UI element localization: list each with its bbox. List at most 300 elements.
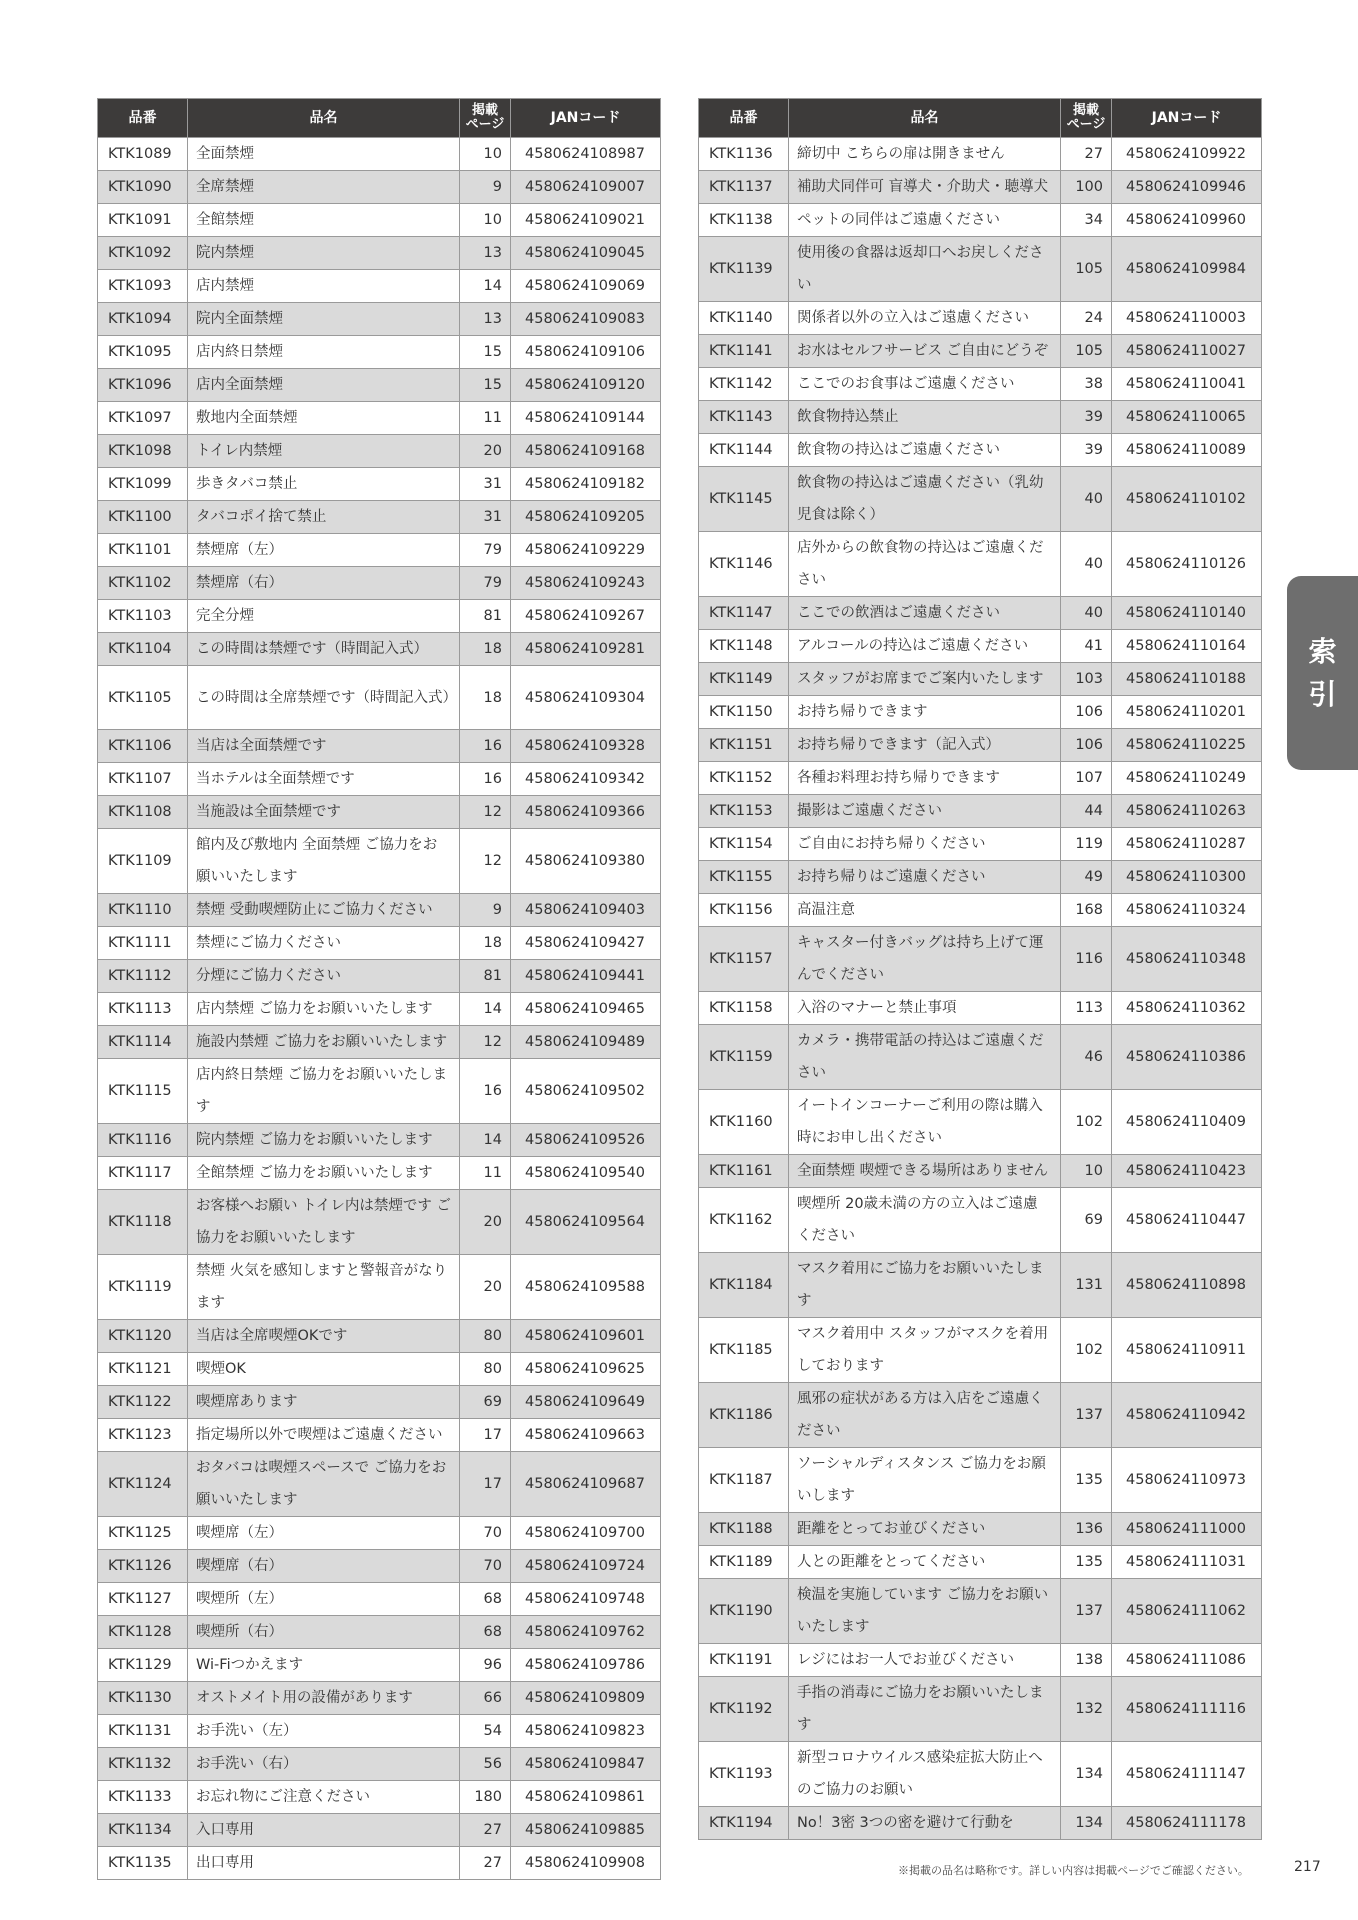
index-section-tab[interactable] <box>1287 576 1358 770</box>
cell-product-code: KTK1128 <box>98 1616 188 1649</box>
cell-product-code: KTK1107 <box>98 763 188 796</box>
cell-product-code: KTK1141 <box>699 335 789 368</box>
cell-jan-code: 4580624108987 <box>511 138 661 171</box>
cell-product-code: KTK1152 <box>699 762 789 795</box>
cell-product-name: タバコポイ捨て禁止 <box>188 501 460 534</box>
cell-page: 9 <box>460 894 511 927</box>
cell-jan-code: 4580624109823 <box>511 1715 661 1748</box>
cell-product-name: お持ち帰りできます（記入式） <box>789 729 1061 762</box>
cell-page: 10 <box>1061 1155 1112 1188</box>
table-row <box>98 1781 661 1814</box>
cell-product-name: 検温を実施しています ご協力をお願いいたします <box>789 1579 1061 1644</box>
cell-product-code: KTK1113 <box>98 993 188 1026</box>
cell-jan-code: 4580624110973 <box>1112 1448 1262 1513</box>
cell-product-code: KTK1093 <box>98 270 188 303</box>
cell-jan-code: 4580624110140 <box>1112 597 1262 630</box>
cell-jan-code: 4580624109366 <box>511 796 661 829</box>
cell-page: 96 <box>460 1649 511 1682</box>
cell-product-code: KTK1123 <box>98 1419 188 1452</box>
cell-product-name: ご自由にお持ち帰りください <box>789 828 1061 861</box>
cell-page: 17 <box>460 1452 511 1517</box>
cell-page: 68 <box>460 1616 511 1649</box>
cell-page: 107 <box>1061 762 1112 795</box>
cell-product-name: 歩きタバコ禁止 <box>188 468 460 501</box>
cell-jan-code: 4580624109168 <box>511 435 661 468</box>
cell-page: 17 <box>460 1419 511 1452</box>
header-jan: JANコード <box>511 99 661 138</box>
cell-page: 11 <box>460 402 511 435</box>
cell-jan-code: 4580624110201 <box>1112 696 1262 729</box>
table-row <box>98 1157 661 1190</box>
cell-product-code: KTK1184 <box>699 1253 789 1318</box>
cell-jan-code: 4580624109687 <box>511 1452 661 1517</box>
cell-page: 134 <box>1061 1807 1112 1840</box>
cell-jan-code: 4580624109465 <box>511 993 661 1026</box>
table-row <box>98 336 661 369</box>
cell-jan-code: 4580624109809 <box>511 1682 661 1715</box>
cell-product-name: ペットの同伴はご遠慮ください <box>789 204 1061 237</box>
cell-product-name: トイレ内禁煙 <box>188 435 460 468</box>
cell-product-code: KTK1108 <box>98 796 188 829</box>
table-row <box>98 1814 661 1847</box>
cell-jan-code: 4580624109625 <box>511 1353 661 1386</box>
table-row <box>98 534 661 567</box>
cell-jan-code: 4580624109946 <box>1112 171 1262 204</box>
cell-page: 70 <box>460 1517 511 1550</box>
cell-jan-code: 4580624109847 <box>511 1748 661 1781</box>
cell-product-name: 院内禁煙 ご協力をお願いいたします <box>188 1124 460 1157</box>
cell-product-code: KTK1147 <box>699 597 789 630</box>
cell-product-name: 店内終日禁煙 ご協力をお願いいたします <box>188 1059 460 1124</box>
cell-page: 39 <box>1061 434 1112 467</box>
cell-product-name: 喫煙席あります <box>188 1386 460 1419</box>
header-code: 品番 <box>699 99 789 138</box>
header-jan: JANコード <box>1112 99 1262 138</box>
table-row <box>699 532 1262 597</box>
cell-product-code: KTK1186 <box>699 1383 789 1448</box>
cell-page: 131 <box>1061 1253 1112 1318</box>
table-row <box>699 434 1262 467</box>
cell-page: 40 <box>1061 597 1112 630</box>
cell-page: 14 <box>460 1124 511 1157</box>
cell-product-name: 全面禁煙 喫煙できる場所はありません <box>789 1155 1061 1188</box>
table-row <box>98 1124 661 1157</box>
cell-product-code: KTK1119 <box>98 1255 188 1320</box>
cell-page: 102 <box>1061 1090 1112 1155</box>
table-row <box>98 204 661 237</box>
cell-product-name: 新型コロナウイルス感染症拡大防止へのご協力のお願い <box>789 1742 1061 1807</box>
cell-page: 31 <box>460 468 511 501</box>
cell-product-name: 禁煙にご協力ください <box>188 927 460 960</box>
table-row <box>98 567 661 600</box>
table-row <box>98 1026 661 1059</box>
cell-product-name: 喫煙所 20歳未満の方の立入はご遠慮ください <box>789 1188 1061 1253</box>
cell-jan-code: 4580624109229 <box>511 534 661 567</box>
table-row <box>699 1807 1262 1840</box>
cell-product-code: KTK1100 <box>98 501 188 534</box>
cell-page: 100 <box>1061 171 1112 204</box>
cell-page: 136 <box>1061 1513 1112 1546</box>
cell-product-code: KTK1138 <box>699 204 789 237</box>
cell-product-name: 距離をとってお並びください <box>789 1513 1061 1546</box>
cell-product-name: 喫煙所（右） <box>188 1616 460 1649</box>
cell-product-code: KTK1154 <box>699 828 789 861</box>
cell-product-name: 当店は全席喫煙OKです <box>188 1320 460 1353</box>
cell-product-code: KTK1112 <box>98 960 188 993</box>
cell-jan-code: 4580624109403 <box>511 894 661 927</box>
header-page: 掲載 ページ <box>460 99 511 138</box>
table-row <box>98 1255 661 1320</box>
cell-jan-code: 4580624109342 <box>511 763 661 796</box>
cell-product-code: KTK1117 <box>98 1157 188 1190</box>
cell-jan-code: 4580624109304 <box>511 666 661 730</box>
table-row <box>699 1383 1262 1448</box>
cell-page: 56 <box>460 1748 511 1781</box>
cell-jan-code: 4580624110942 <box>1112 1383 1262 1448</box>
table-row <box>699 138 1262 171</box>
cell-product-name: カメラ・携帯電話の持込はご遠慮ください <box>789 1025 1061 1090</box>
cell-jan-code: 4580624109922 <box>1112 138 1262 171</box>
table-row <box>699 467 1262 532</box>
cell-jan-code: 4580624109700 <box>511 1517 661 1550</box>
cell-product-code: KTK1097 <box>98 402 188 435</box>
table-body <box>98 138 661 1880</box>
product-index-table-left <box>97 98 661 1880</box>
cell-product-code: KTK1091 <box>98 204 188 237</box>
cell-product-name: 喫煙席（左） <box>188 1517 460 1550</box>
cell-page: 20 <box>460 1190 511 1255</box>
table-row <box>699 1188 1262 1253</box>
cell-product-name: 使用後の食器は返却口へお戻しください <box>789 237 1061 302</box>
cell-page: 81 <box>460 600 511 633</box>
cell-page: 12 <box>460 829 511 894</box>
index-tab-char: 索 <box>1308 634 1337 668</box>
cell-product-name: 入口専用 <box>188 1814 460 1847</box>
cell-page: 102 <box>1061 1318 1112 1383</box>
cell-product-code: KTK1140 <box>699 302 789 335</box>
cell-product-code: KTK1101 <box>98 534 188 567</box>
cell-product-name: レジにはお一人でお並びください <box>789 1644 1061 1677</box>
cell-page: 79 <box>460 567 511 600</box>
cell-product-name: 当店は全面禁煙です <box>188 730 460 763</box>
table-row <box>699 171 1262 204</box>
cell-product-code: KTK1114 <box>98 1026 188 1059</box>
table-header-row <box>98 99 661 138</box>
cell-product-code: KTK1155 <box>699 861 789 894</box>
cell-page: 41 <box>1061 630 1112 663</box>
cell-product-code: KTK1115 <box>98 1059 188 1124</box>
cell-jan-code: 4580624109281 <box>511 633 661 666</box>
table-row <box>699 1090 1262 1155</box>
cell-product-code: KTK1143 <box>699 401 789 434</box>
header-page: 掲載 ページ <box>1061 99 1112 138</box>
cell-jan-code: 4580624109564 <box>511 1190 661 1255</box>
table-row <box>98 1059 661 1124</box>
table-row <box>98 1616 661 1649</box>
header-name: 品名 <box>789 99 1061 138</box>
table-row <box>98 993 661 1026</box>
cell-page: 12 <box>460 796 511 829</box>
cell-page: 168 <box>1061 894 1112 927</box>
cell-product-name: ここでの飲酒はご遠慮ください <box>789 597 1061 630</box>
cell-page: 40 <box>1061 467 1112 532</box>
cell-product-name: 飲食物の持込はご遠慮ください（乳幼児食は除く） <box>789 467 1061 532</box>
cell-jan-code: 4580624110386 <box>1112 1025 1262 1090</box>
cell-page: 70 <box>460 1550 511 1583</box>
table-row <box>98 402 661 435</box>
cell-product-name: 館内及び敷地内 全面禁煙 ご協力をお願いいたします <box>188 829 460 894</box>
cell-jan-code: 4580624109106 <box>511 336 661 369</box>
cell-jan-code: 4580624109243 <box>511 567 661 600</box>
cell-jan-code: 4580624109069 <box>511 270 661 303</box>
cell-product-name: 完全分煙 <box>188 600 460 633</box>
table-row <box>98 763 661 796</box>
cell-jan-code: 4580624110911 <box>1112 1318 1262 1383</box>
cell-product-name: 店外からの飲食物の持込はご遠慮ください <box>789 532 1061 597</box>
cell-product-name: 飲食物の持込はご遠慮ください <box>789 434 1061 467</box>
table-row <box>699 1253 1262 1318</box>
table-row <box>98 270 661 303</box>
cell-product-code: KTK1145 <box>699 467 789 532</box>
cell-jan-code: 4580624111147 <box>1112 1742 1262 1807</box>
cell-page: 137 <box>1061 1579 1112 1644</box>
cell-page: 79 <box>460 534 511 567</box>
table-row <box>98 1649 661 1682</box>
cell-product-code: KTK1111 <box>98 927 188 960</box>
cell-product-code: KTK1095 <box>98 336 188 369</box>
cell-jan-code: 4580624110102 <box>1112 467 1262 532</box>
cell-page: 13 <box>460 303 511 336</box>
table-row <box>98 1452 661 1517</box>
cell-product-name: 当ホテルは全面禁煙です <box>188 763 460 796</box>
table-row <box>699 1677 1262 1742</box>
table-row <box>699 237 1262 302</box>
table-row <box>699 1513 1262 1546</box>
cell-page: 105 <box>1061 335 1112 368</box>
cell-product-code: KTK1158 <box>699 992 789 1025</box>
cell-product-name: お手洗い（左） <box>188 1715 460 1748</box>
cell-jan-code: 4580624109588 <box>511 1255 661 1320</box>
cell-jan-code: 4580624110003 <box>1112 302 1262 335</box>
cell-product-code: KTK1118 <box>98 1190 188 1255</box>
cell-jan-code: 4580624110324 <box>1112 894 1262 927</box>
cell-product-code: KTK1094 <box>98 303 188 336</box>
cell-product-code: KTK1106 <box>98 730 188 763</box>
cell-jan-code: 4580624109182 <box>511 468 661 501</box>
cell-page: 80 <box>460 1320 511 1353</box>
cell-page: 20 <box>460 435 511 468</box>
table-row <box>98 468 661 501</box>
cell-product-code: KTK1104 <box>98 633 188 666</box>
cell-product-code: KTK1125 <box>98 1517 188 1550</box>
cell-jan-code: 4580624109762 <box>511 1616 661 1649</box>
cell-page: 69 <box>460 1386 511 1419</box>
cell-page: 18 <box>460 633 511 666</box>
cell-product-name: 入浴のマナーと禁止事項 <box>789 992 1061 1025</box>
cell-jan-code: 4580624109380 <box>511 829 661 894</box>
cell-product-name: 全席禁煙 <box>188 171 460 204</box>
cell-product-code: KTK1090 <box>98 171 188 204</box>
cell-product-name: 店内禁煙 <box>188 270 460 303</box>
cell-page: 16 <box>460 730 511 763</box>
cell-page: 31 <box>460 501 511 534</box>
cell-product-name: 各種お料理お持ち帰りできます <box>789 762 1061 795</box>
table-row <box>699 597 1262 630</box>
cell-product-name: お水はセルフサービス ご自由にどうぞ <box>789 335 1061 368</box>
cell-product-name: 全館禁煙 ご協力をお願いいたします <box>188 1157 460 1190</box>
cell-jan-code: 4580624109540 <box>511 1157 661 1190</box>
cell-product-code: KTK1190 <box>699 1579 789 1644</box>
cell-product-code: KTK1153 <box>699 795 789 828</box>
cell-product-name: 当施設は全面禁煙です <box>188 796 460 829</box>
table-body <box>699 138 1262 1840</box>
cell-product-code: KTK1188 <box>699 1513 789 1546</box>
cell-page: 54 <box>460 1715 511 1748</box>
cell-product-code: KTK1133 <box>98 1781 188 1814</box>
table-row <box>699 335 1262 368</box>
cell-product-name: 手指の消毒にご協力をお願いいたします <box>789 1677 1061 1742</box>
cell-page: 13 <box>460 237 511 270</box>
cell-product-code: KTK1092 <box>98 237 188 270</box>
cell-product-code: KTK1116 <box>98 1124 188 1157</box>
cell-product-name: 高温注意 <box>789 894 1061 927</box>
cell-jan-code: 4580624110263 <box>1112 795 1262 828</box>
cell-page: 10 <box>460 204 511 237</box>
table-row <box>699 204 1262 237</box>
cell-product-name: 関係者以外の立入はご遠慮ください <box>789 302 1061 335</box>
cell-jan-code: 4580624110348 <box>1112 927 1262 992</box>
table-row <box>699 368 1262 401</box>
cell-product-name: 敷地内全面禁煙 <box>188 402 460 435</box>
cell-jan-code: 4580624109649 <box>511 1386 661 1419</box>
cell-page: 27 <box>460 1847 511 1880</box>
cell-jan-code: 4580624109427 <box>511 927 661 960</box>
header-code: 品番 <box>98 99 188 138</box>
cell-page: 49 <box>1061 861 1112 894</box>
table-row <box>98 1517 661 1550</box>
cell-product-name: No！3密 3つの密を避けて行動を <box>789 1807 1061 1840</box>
cell-jan-code: 4580624110041 <box>1112 368 1262 401</box>
cell-product-code: KTK1135 <box>98 1847 188 1880</box>
cell-page: 69 <box>1061 1188 1112 1253</box>
cell-jan-code: 4580624109007 <box>511 171 661 204</box>
cell-page: 180 <box>460 1781 511 1814</box>
cell-product-name: お忘れ物にご注意ください <box>188 1781 460 1814</box>
cell-page: 116 <box>1061 927 1112 992</box>
cell-page: 12 <box>460 1026 511 1059</box>
table-row <box>98 600 661 633</box>
cell-page: 106 <box>1061 729 1112 762</box>
table-row <box>699 828 1262 861</box>
cell-jan-code: 4580624109724 <box>511 1550 661 1583</box>
table-row <box>98 1320 661 1353</box>
cell-page: 135 <box>1061 1448 1112 1513</box>
cell-product-name: 全面禁煙 <box>188 138 460 171</box>
cell-page: 44 <box>1061 795 1112 828</box>
cell-product-code: KTK1187 <box>699 1448 789 1513</box>
cell-product-name: 店内全面禁煙 <box>188 369 460 402</box>
cell-product-name: 喫煙席（右） <box>188 1550 460 1583</box>
table-row <box>699 696 1262 729</box>
cell-product-code: KTK1121 <box>98 1353 188 1386</box>
cell-jan-code: 4580624109960 <box>1112 204 1262 237</box>
cell-product-name: 施設内禁煙 ご協力をお願いいたします <box>188 1026 460 1059</box>
table-row <box>699 992 1262 1025</box>
cell-page: 38 <box>1061 368 1112 401</box>
cell-jan-code: 4580624109748 <box>511 1583 661 1616</box>
cell-page: 34 <box>1061 204 1112 237</box>
cell-product-name: 院内全面禁煙 <box>188 303 460 336</box>
cell-product-code: KTK1156 <box>699 894 789 927</box>
cell-product-name: 喫煙OK <box>188 1353 460 1386</box>
cell-page: 105 <box>1061 237 1112 302</box>
cell-page: 68 <box>460 1583 511 1616</box>
cell-page: 16 <box>460 1059 511 1124</box>
cell-product-name: アルコールの持込はご遠慮ください <box>789 630 1061 663</box>
table-header-row <box>699 99 1262 138</box>
cell-jan-code: 4580624109786 <box>511 1649 661 1682</box>
cell-product-code: KTK1129 <box>98 1649 188 1682</box>
cell-product-name: 人との距離をとってください <box>789 1546 1061 1579</box>
table-row <box>699 1579 1262 1644</box>
cell-product-code: KTK1194 <box>699 1807 789 1840</box>
table-row <box>98 927 661 960</box>
cell-product-code: KTK1136 <box>699 138 789 171</box>
cell-product-name: 指定場所以外で喫煙はご遠慮ください <box>188 1419 460 1452</box>
cell-product-code: KTK1124 <box>98 1452 188 1517</box>
cell-jan-code: 4580624109502 <box>511 1059 661 1124</box>
table-row <box>98 1386 661 1419</box>
cell-product-code: KTK1148 <box>699 630 789 663</box>
cell-page: 81 <box>460 960 511 993</box>
cell-product-code: KTK1134 <box>98 1814 188 1847</box>
cell-page: 14 <box>460 993 511 1026</box>
cell-page: 103 <box>1061 663 1112 696</box>
cell-product-name: オストメイト用の設備があります <box>188 1682 460 1715</box>
table-row <box>98 730 661 763</box>
table-row <box>98 171 661 204</box>
cell-page: 119 <box>1061 828 1112 861</box>
cell-product-code: KTK1161 <box>699 1155 789 1188</box>
cell-jan-code: 4580624109083 <box>511 303 661 336</box>
cell-page: 132 <box>1061 1677 1112 1742</box>
table-row <box>98 633 661 666</box>
cell-page: 16 <box>460 763 511 796</box>
cell-page: 134 <box>1061 1742 1112 1807</box>
table-row <box>699 927 1262 992</box>
cell-jan-code: 4580624111086 <box>1112 1644 1262 1677</box>
cell-page: 40 <box>1061 532 1112 597</box>
footnote: ※掲載の品名は略称です。詳しい内容は掲載ページでご確認ください。 <box>898 1864 1249 1877</box>
cell-product-name: ソーシャルディスタンス ご協力をお願いします <box>789 1448 1061 1513</box>
cell-product-name: 喫煙所（左） <box>188 1583 460 1616</box>
cell-jan-code: 4580624109489 <box>511 1026 661 1059</box>
table-row <box>699 762 1262 795</box>
cell-jan-code: 4580624109908 <box>511 1847 661 1880</box>
table-row <box>98 1583 661 1616</box>
cell-jan-code: 4580624109267 <box>511 600 661 633</box>
cell-page: 15 <box>460 369 511 402</box>
cell-jan-code: 4580624110089 <box>1112 434 1262 467</box>
cell-product-name: 飲食物持込禁止 <box>789 401 1061 434</box>
cell-product-code: KTK1139 <box>699 237 789 302</box>
cell-page: 66 <box>460 1682 511 1715</box>
cell-jan-code: 4580624110300 <box>1112 861 1262 894</box>
cell-page: 24 <box>1061 302 1112 335</box>
index-tab-char: 引 <box>1308 678 1337 711</box>
cell-page: 20 <box>460 1255 511 1320</box>
table-row <box>98 303 661 336</box>
